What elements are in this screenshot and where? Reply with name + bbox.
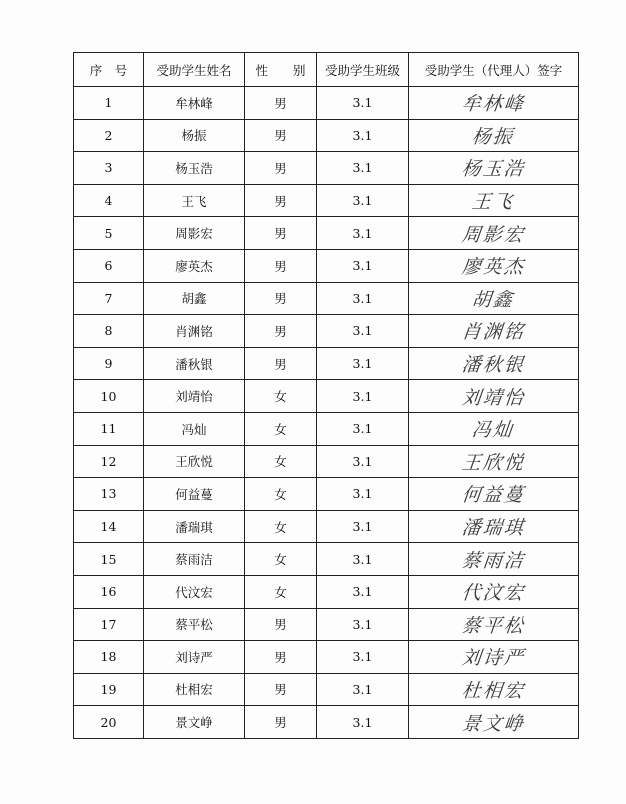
header-class: 受助学生班级 [317,53,409,87]
handwritten-signature: 代汶宏 [460,582,526,605]
cell-student-name: 杜相宏 [144,673,245,706]
cell-student-name: 刘靖怡 [144,380,245,413]
handwritten-signature: 何益蔓 [460,484,526,507]
cell-student-name: 牟林峰 [144,87,245,120]
table-row [74,119,579,152]
header-signature: 受助学生（代理人）签字 [409,53,579,87]
cell-class: 3.1 [317,217,409,250]
cell-student-name: 胡鑫 [144,282,245,315]
handwritten-signature: 刘靖怡 [460,386,526,409]
cell-sex: 男 [245,347,317,380]
table-row [74,217,579,250]
cell-sex: 女 [245,510,317,543]
handwritten-signature: 蔡平松 [460,614,526,637]
table-row [74,380,579,413]
cell-sex: 男 [245,184,317,217]
handwritten-signature: 王欣悦 [460,451,526,474]
cell-serial-number: 7 [74,282,144,315]
handwritten-signature: 胡鑫 [471,288,516,311]
cell-class: 3.1 [317,315,409,348]
table-row [74,575,579,608]
cell-class: 3.1 [317,87,409,120]
cell-serial-number: 12 [74,445,144,478]
cell-student-name: 冯灿 [144,412,245,445]
cell-signature [409,706,579,739]
handwritten-signature: 冯灿 [471,419,516,442]
cell-sex: 女 [245,543,317,576]
cell-class: 3.1 [317,119,409,152]
cell-class: 3.1 [317,706,409,739]
cell-sex: 女 [245,575,317,608]
handwritten-signature: 刘诗严 [460,647,526,670]
cell-serial-number: 11 [74,412,144,445]
cell-sex: 男 [245,641,317,674]
cell-student-name: 杨玉浩 [144,152,245,185]
cell-class: 3.1 [317,184,409,217]
cell-sex: 男 [245,152,317,185]
table-row [74,184,579,217]
cell-student-name: 景文峥 [144,706,245,739]
table-row [74,445,579,478]
table-row [74,706,579,739]
cell-serial-number: 5 [74,217,144,250]
handwritten-signature: 王飞 [471,191,516,214]
table-row [74,478,579,511]
table-row [74,673,579,706]
table-row [74,608,579,641]
cell-signature [409,217,579,250]
handwritten-signature: 潘瑞琪 [460,517,526,540]
handwritten-signature: 廖英杰 [460,256,526,279]
cell-class: 3.1 [317,543,409,576]
cell-sex: 男 [245,249,317,282]
cell-student-name: 蔡雨洁 [144,543,245,576]
cell-sex: 男 [245,217,317,250]
cell-serial-number: 6 [74,249,144,282]
handwritten-signature: 杨振 [471,125,516,148]
cell-class: 3.1 [317,575,409,608]
cell-signature [409,412,579,445]
cell-serial-number: 13 [74,478,144,511]
cell-signature [409,543,579,576]
table-row [74,152,579,185]
cell-sex: 男 [245,119,317,152]
cell-student-name: 杨振 [144,119,245,152]
cell-sex: 女 [245,478,317,511]
cell-sex: 女 [245,412,317,445]
cell-signature [409,184,579,217]
cell-serial-number: 14 [74,510,144,543]
cell-class: 3.1 [317,152,409,185]
cell-signature [409,119,579,152]
cell-class: 3.1 [317,347,409,380]
cell-serial-number: 19 [74,673,144,706]
table-row [74,543,579,576]
cell-class: 3.1 [317,673,409,706]
cell-class: 3.1 [317,608,409,641]
cell-signature [409,380,579,413]
cell-serial-number: 16 [74,575,144,608]
cell-signature [409,87,579,120]
cell-serial-number: 4 [74,184,144,217]
cell-student-name: 廖英杰 [144,249,245,282]
cell-sex: 女 [245,380,317,413]
cell-signature [409,673,579,706]
cell-signature [409,445,579,478]
cell-class: 3.1 [317,641,409,674]
cell-serial-number: 2 [74,119,144,152]
cell-serial-number: 15 [74,543,144,576]
table-row [74,510,579,543]
cell-class: 3.1 [317,478,409,511]
cell-serial-number: 20 [74,706,144,739]
cell-serial-number: 9 [74,347,144,380]
cell-signature [409,315,579,348]
cell-signature [409,510,579,543]
cell-student-name: 何益蔓 [144,478,245,511]
header-student-name: 受助学生姓名 [144,53,245,87]
handwritten-signature: 牟林峰 [460,93,526,116]
table-row [74,347,579,380]
cell-student-name: 刘诗严 [144,641,245,674]
table-row [74,412,579,445]
cell-signature [409,282,579,315]
cell-signature [409,608,579,641]
cell-sex: 男 [245,87,317,120]
cell-class: 3.1 [317,412,409,445]
cell-student-name: 蔡平松 [144,608,245,641]
cell-signature [409,152,579,185]
cell-serial-number: 10 [74,380,144,413]
handwritten-signature: 肖渊铭 [460,321,526,344]
table-row [74,249,579,282]
table-row [74,641,579,674]
cell-signature [409,347,579,380]
cell-sex: 女 [245,445,317,478]
header-serial-number: 序 号 [74,53,144,87]
cell-student-name: 王飞 [144,184,245,217]
cell-signature [409,575,579,608]
cell-signature [409,641,579,674]
cell-class: 3.1 [317,445,409,478]
cell-class: 3.1 [317,510,409,543]
handwritten-signature: 潘秋银 [460,354,526,377]
table-body [74,87,579,739]
handwritten-signature: 蔡雨洁 [460,549,526,572]
cell-class: 3.1 [317,282,409,315]
cell-student-name: 潘瑞琪 [144,510,245,543]
cell-class: 3.1 [317,380,409,413]
cell-serial-number: 17 [74,608,144,641]
cell-signature [409,478,579,511]
cell-serial-number: 8 [74,315,144,348]
handwritten-signature: 杨玉浩 [460,158,526,181]
cell-student-name: 代汶宏 [144,575,245,608]
cell-sex: 男 [245,282,317,315]
table-row [74,315,579,348]
cell-serial-number: 18 [74,641,144,674]
cell-student-name: 肖渊铭 [144,315,245,348]
header-sex: 性 别 [245,53,317,87]
cell-sex: 男 [245,315,317,348]
handwritten-signature: 景文峥 [460,712,526,735]
cell-serial-number: 1 [74,87,144,120]
cell-sex: 男 [245,673,317,706]
cell-serial-number: 3 [74,152,144,185]
student-roster-table [73,52,579,739]
table-header-row [74,53,579,87]
cell-student-name: 周影宏 [144,217,245,250]
cell-class: 3.1 [317,249,409,282]
cell-student-name: 王欣悦 [144,445,245,478]
handwritten-signature: 周影宏 [460,223,526,246]
cell-student-name: 潘秋银 [144,347,245,380]
table-row [74,87,579,120]
handwritten-signature: 杜相宏 [460,679,526,702]
cell-sex: 男 [245,608,317,641]
table-row [74,282,579,315]
cell-signature [409,249,579,282]
cell-sex: 男 [245,706,317,739]
